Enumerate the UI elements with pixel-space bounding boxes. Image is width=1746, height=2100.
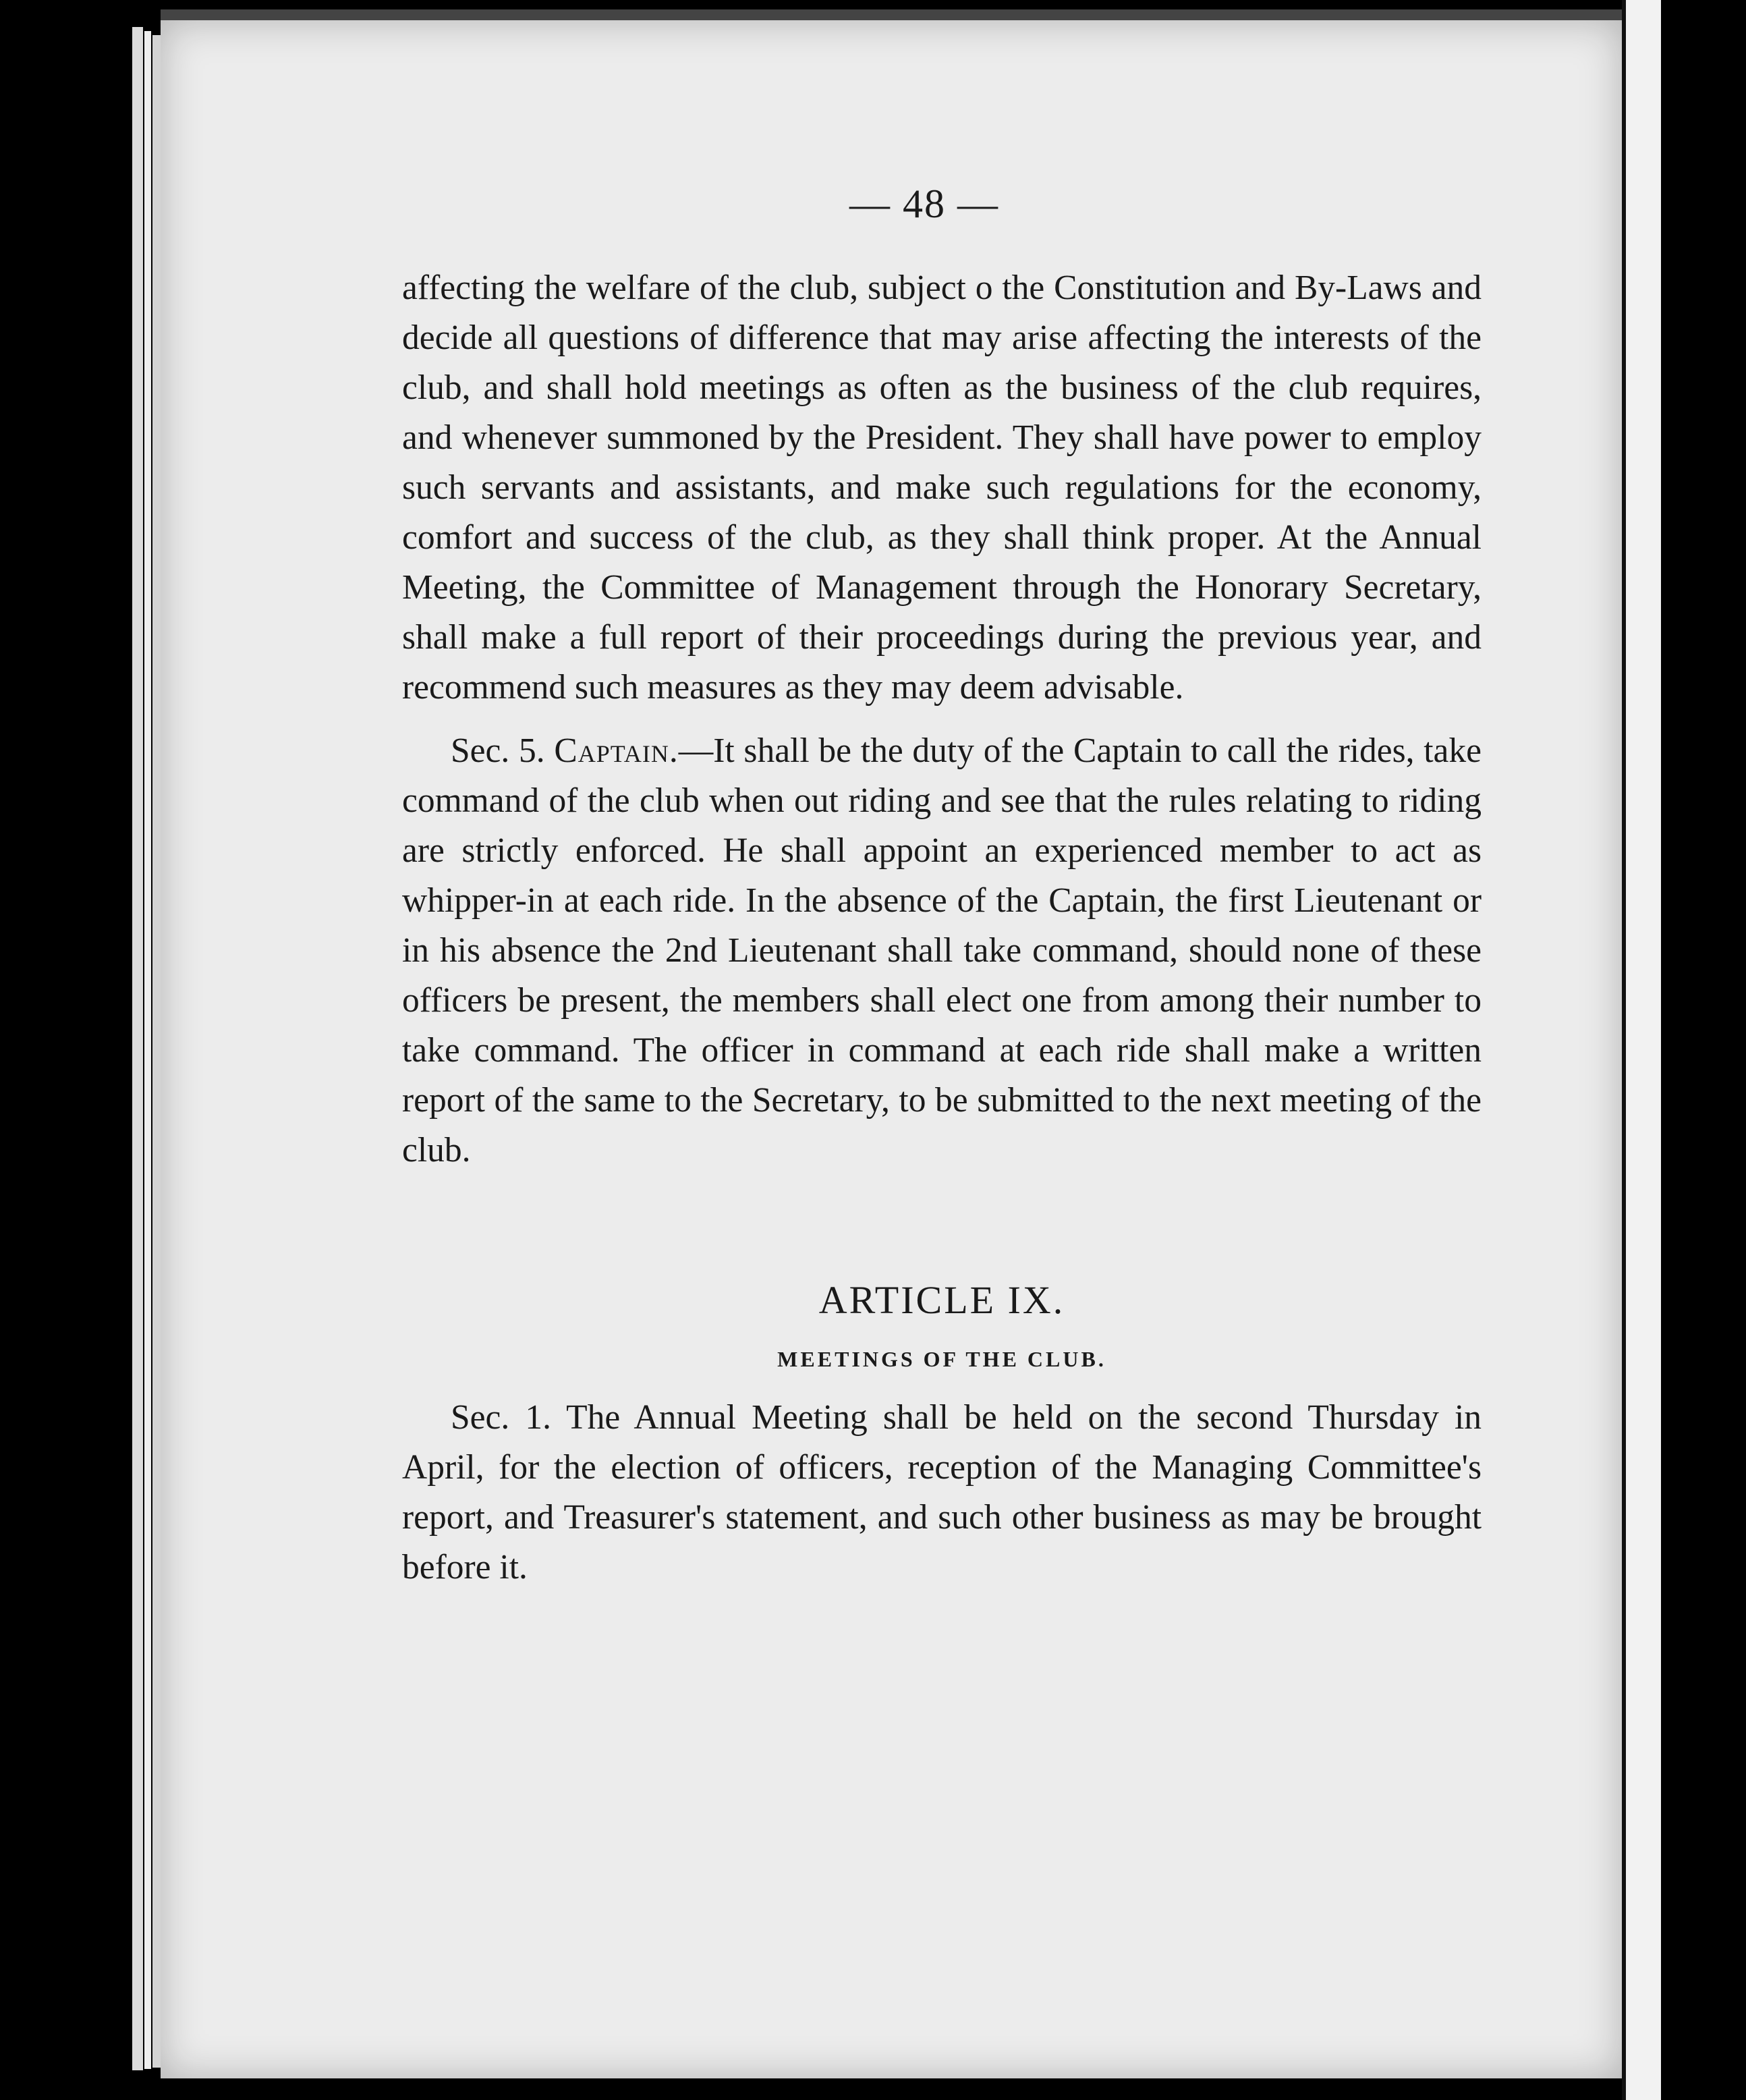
section-5-heading: Captain. bbox=[554, 731, 679, 770]
page-number: — 48 — bbox=[849, 182, 999, 226]
page-edge-strip bbox=[152, 35, 161, 2068]
book-binding-edge bbox=[1622, 0, 1661, 2100]
paragraph-committee-duties: affecting the welfare of the club, subject o the Constitution and By-Laws and decide all questions of difference that may arise affecting the interests of the club, and shall hold meetings as often as the business of the club requires, and whenever summoned by the President. They shall have power to employ such servants and assistants, and make such regulations for the economy, comfort and success of the club, as they shall think proper. At the Annual Meeting, the Committee of Management through the Honorary Secretary, shall make a full report of their proceedings during the previous year, and recommend such measures as they may deem advisable. bbox=[402, 269, 1482, 707]
article-heading: ARTICLE IX. bbox=[818, 1278, 1065, 1322]
section-5-prefix: Sec. 5. bbox=[451, 731, 545, 770]
section-5-captain bbox=[402, 726, 1482, 1176]
section-1-annual-meeting bbox=[402, 1393, 1482, 1593]
section-5-text: —It shall be the duty of the Captain to call the rides, take command of the club when out riding and see that the rules relating to riding are strictly enforced. He shall appoint an experienced member to act as whipper-in at each ride. In the absence of the Captain, the first Lieutenant or in his absence the 2nd Lieutenant shall take command, should none of these officers be present, the members shall elect one from among their number to take command. The officer in command at each ride shall make a written report of the same to the Secretary, to be submitted to the next meeting of the club. bbox=[402, 731, 1482, 1169]
page-edge-strip bbox=[132, 27, 143, 2070]
section-1-prefix: Sec. 1. bbox=[451, 1398, 551, 1437]
page-edge-strip bbox=[144, 31, 151, 2069]
section-1-text: The Annual Meeting shall be held on the second Thursday in April, for the election of officers, reception of the Managing Committee's report, and Treasurer's statement, and such other business as may be brought before it. bbox=[402, 1398, 1482, 1586]
article-subheading: MEETINGS OF THE CLUB. bbox=[777, 1347, 1106, 1371]
binding-gutter-line bbox=[1622, 0, 1626, 2100]
page-text-block bbox=[402, 263, 1482, 1593]
